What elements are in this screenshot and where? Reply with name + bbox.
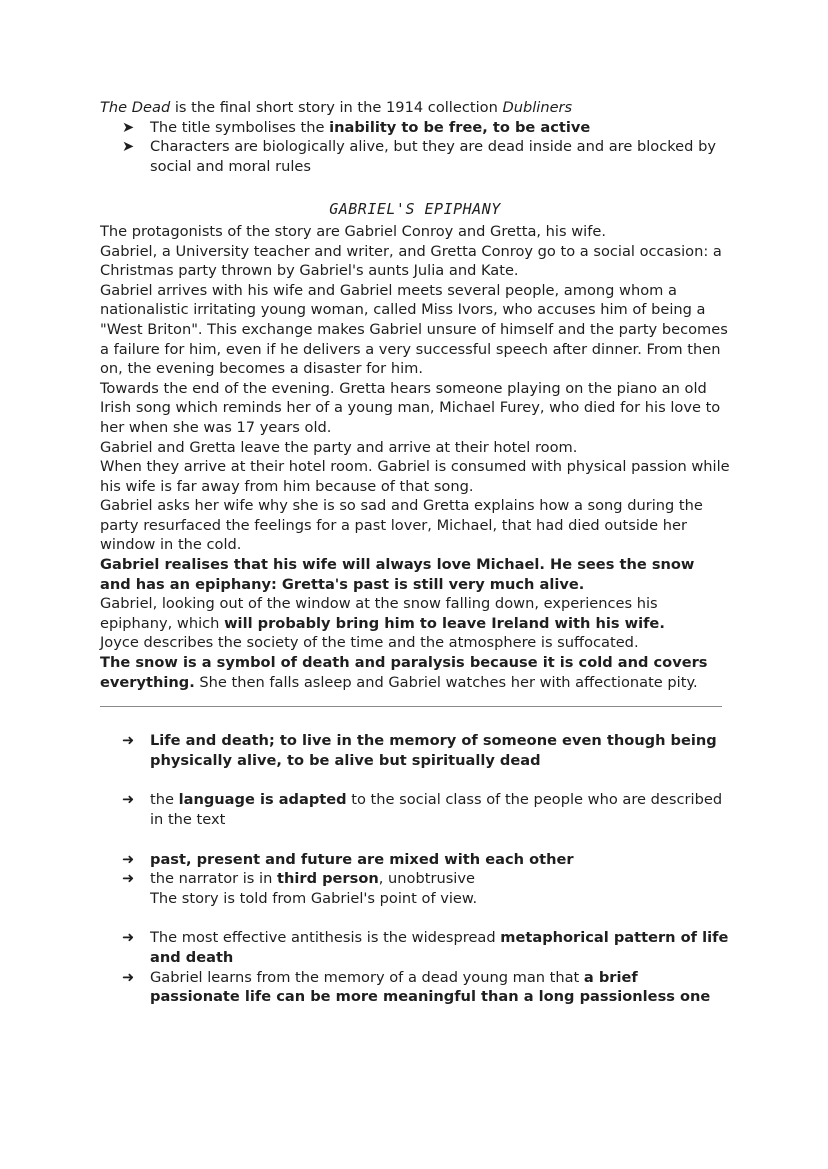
notes-group (100, 928, 730, 1006)
list-item: ➜ Gabriel learns from the memory of a dead young man that a brief passionate life can be more meaningful than a long passionless one (122, 968, 711, 1006)
right-arrow-icon: ➜ (122, 791, 135, 809)
right-arrow-icon: ➜ (122, 732, 135, 750)
right-arrow-icon: ➜ (122, 850, 135, 868)
notes-group (100, 731, 730, 770)
arrowhead-icon: ➤ (122, 118, 135, 136)
paragraph-line: Gabriel asks her wife why she is so sad and Gretta explains how a song during the party resurfaced the feelings for a past lover, Michael, that had died outside her window in the cold. (100, 497, 703, 554)
point-of-view-note: The story is told from Gabriel's point of view. (150, 889, 478, 907)
paragraph-line: Towards the end of the evening. Gretta hears someone playing on the piano an old Irish song which reminds her of a young man, Michael Furey, who died for his love to her when she was 17 years old. (100, 379, 721, 436)
list-item: ➜ the narrator is in third person, unobtrusive (122, 870, 475, 888)
document-content (100, 98, 730, 1027)
paragraph-line: Joyce describes the society of the time and the atmosphere is suffocated. (100, 634, 639, 652)
paragraph-line: Gabriel realises that his wife will always love Michael. He sees the snow and has an epiphany: Gretta's past is still very much alive. (100, 556, 695, 593)
paragraph-line: Gabriel and Gretta leave the party and arrive at their hotel room. (100, 438, 578, 456)
paragraph-line: When they arrive at their hotel room. Gabriel is consumed with physical passion while his wife is far away from him because of that song. (100, 458, 730, 495)
intro-bullet-list (100, 118, 730, 177)
right-arrow-icon: ➜ (122, 929, 135, 947)
notes-group (100, 850, 730, 909)
collection-title: Dubliners (502, 99, 573, 116)
right-arrow-icon: ➜ (122, 968, 135, 986)
list-item: ➜ The most effective antithesis is the widespread metaphorical pattern of life and death (122, 929, 729, 966)
story-title: The Dead (100, 99, 171, 116)
paragraph-line: The protagonists of the story are Gabriel Conroy and Gretta, his wife. (100, 222, 606, 240)
arrowhead-icon: ➤ (122, 138, 135, 156)
list-item: ➜ Life and death; to live in the memory of someone even though being physically alive, to be alive but spiritually dead (122, 732, 717, 769)
section-heading: GABRIEL'S EPIPHANY (329, 200, 501, 219)
list-item: ➤ The title symbolises the inability to be free, to be active (122, 118, 591, 136)
paragraph-line: Gabriel, a University teacher and writer, and Gretta Conroy go to a social occasion: a Christmas party thrown by Gabriel's aunts Julia and Kate. (100, 242, 722, 280)
list-item: ➜ past, present and future are mixed with each other (122, 850, 574, 868)
paragraph-line: Gabriel, looking out of the window at the snow falling down, experiences his epiphany, which will probably bring him to leave Ireland with his wife. (100, 595, 665, 632)
section-body (100, 222, 730, 692)
intro-text: is the final short story in the 1914 collection (170, 99, 503, 116)
paragraph-line: Gabriel arrives with his wife and Gabriel meets several people, among whom a nationalistic irritating young woman, called Miss Ivors, who accuses him of being a "West Briton". This exchange makes Gabriel unsure of himself and the party becomes a failure for him, even if he delivers a very successful speech after dinner. From then on, the evening becomes a disaster for him. (100, 281, 728, 378)
list-item: ➤ Characters are biologically alive, but they are dead inside and are blocked by social and moral rules (122, 138, 716, 175)
notes-group (100, 790, 730, 829)
notes-list (100, 731, 730, 1007)
list-item: ➜ the language is adapted to the social class of the people who are described in the text (122, 791, 723, 828)
right-arrow-icon: ➜ (122, 870, 135, 888)
paragraph-line: The snow is a symbol of death and paralysis because it is cold and covers everything. She then falls asleep and Gabriel watches her with affectionate pity. (100, 654, 708, 691)
intro-line (100, 98, 730, 118)
horizontal-divider (100, 706, 722, 707)
